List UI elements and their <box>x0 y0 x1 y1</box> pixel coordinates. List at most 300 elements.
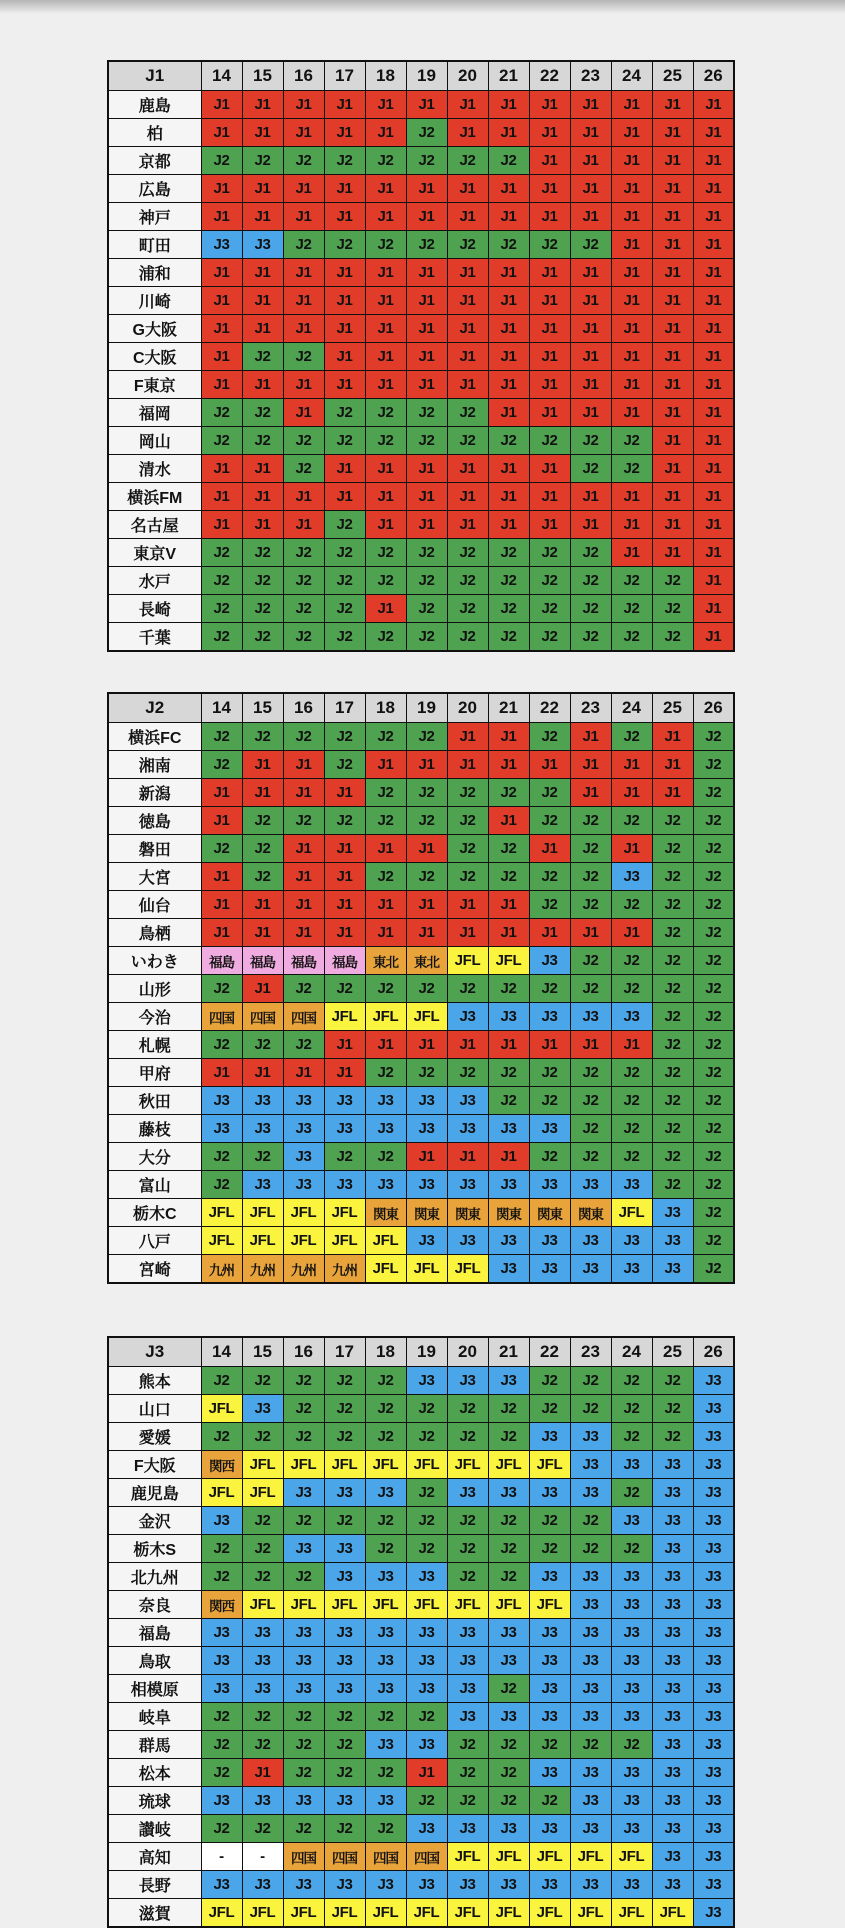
season-cell: J2 <box>693 975 734 1003</box>
season-cell: J1 <box>570 203 611 231</box>
season-cell: JFL <box>365 1227 406 1255</box>
season-cell: J1 <box>611 483 652 511</box>
season-cell: J3 <box>283 1479 324 1507</box>
season-cell: J2 <box>611 1479 652 1507</box>
season-cell: J2 <box>570 835 611 863</box>
season-cell: J2 <box>324 1423 365 1451</box>
season-cell: J1 <box>447 455 488 483</box>
season-cell: J3 <box>242 1787 283 1815</box>
season-cell: J3 <box>611 1675 652 1703</box>
team-row <box>108 835 734 863</box>
season-cell: J2 <box>652 567 693 595</box>
season-cell: J3 <box>324 1115 365 1143</box>
season-cell: - <box>242 1843 283 1871</box>
season-cell: J3 <box>488 1003 529 1031</box>
season-cell: J3 <box>529 1563 570 1591</box>
team-name: 奈良 <box>108 1591 201 1619</box>
team-row <box>108 1395 734 1423</box>
season-cell: J1 <box>242 1759 283 1787</box>
season-cell: J2 <box>488 1731 529 1759</box>
season-cell: J3 <box>447 1171 488 1199</box>
season-cell: J1 <box>652 203 693 231</box>
season-cell: J1 <box>488 919 529 947</box>
header-row <box>108 61 734 91</box>
season-cell: J3 <box>447 1871 488 1899</box>
team-row <box>108 807 734 835</box>
team-row <box>108 623 734 652</box>
season-cell: J1 <box>693 343 734 371</box>
season-cell: J2 <box>201 539 242 567</box>
team-name: 大分 <box>108 1143 201 1171</box>
season-cell: JFL <box>570 1899 611 1928</box>
season-cell: JFL <box>488 947 529 975</box>
team-name: 長崎 <box>108 595 201 623</box>
season-cell: J1 <box>611 231 652 259</box>
season-cell: JFL <box>201 1479 242 1507</box>
season-cell: 福島 <box>283 947 324 975</box>
season-cell: J1 <box>611 259 652 287</box>
season-cell: J3 <box>447 1367 488 1395</box>
team-name: G大阪 <box>108 315 201 343</box>
season-cell: JFL <box>652 1899 693 1928</box>
season-cell: J2 <box>406 623 447 652</box>
season-cell: J1 <box>201 455 242 483</box>
team-name: 鹿児島 <box>108 1479 201 1507</box>
season-cell: J3 <box>201 1787 242 1815</box>
team-name: 京都 <box>108 147 201 175</box>
season-cell: J2 <box>242 1367 283 1395</box>
season-cell: J1 <box>242 371 283 399</box>
season-cell: J2 <box>488 863 529 891</box>
league-label: J1 <box>108 61 201 91</box>
season-cell: J3 <box>693 1591 734 1619</box>
team-name: 千葉 <box>108 623 201 652</box>
team-row <box>108 1843 734 1871</box>
season-cell: J2 <box>447 1563 488 1591</box>
team-name: 岡山 <box>108 427 201 455</box>
season-cell: J1 <box>283 371 324 399</box>
season-cell: J1 <box>324 119 365 147</box>
year-header: 26 <box>693 1337 734 1367</box>
season-cell: J3 <box>693 1703 734 1731</box>
season-cell: J2 <box>201 723 242 751</box>
season-cell: J1 <box>406 259 447 287</box>
season-cell: J1 <box>283 483 324 511</box>
season-cell: J2 <box>324 1815 365 1843</box>
season-cell: J1 <box>652 371 693 399</box>
season-cell: J3 <box>242 1647 283 1675</box>
season-cell: J1 <box>570 779 611 807</box>
season-cell: J3 <box>447 1815 488 1843</box>
team-name: 山形 <box>108 975 201 1003</box>
season-cell: J1 <box>201 91 242 119</box>
season-cell: J1 <box>611 91 652 119</box>
team-row <box>108 1703 734 1731</box>
season-cell: J1 <box>406 371 447 399</box>
season-cell: J2 <box>406 779 447 807</box>
season-cell: J1 <box>652 511 693 539</box>
year-header: 25 <box>652 61 693 91</box>
season-cell: J1 <box>283 835 324 863</box>
season-cell: JFL <box>570 1843 611 1871</box>
season-cell: J1 <box>365 835 406 863</box>
season-cell: J3 <box>570 1171 611 1199</box>
team-row <box>108 1675 734 1703</box>
season-cell: J2 <box>611 595 652 623</box>
season-cell: J2 <box>283 723 324 751</box>
team-row <box>108 947 734 975</box>
season-cell: J1 <box>201 779 242 807</box>
season-cell: J1 <box>201 483 242 511</box>
team-row <box>108 1059 734 1087</box>
season-cell: J2 <box>693 919 734 947</box>
season-cell: J2 <box>652 835 693 863</box>
season-cell: J2 <box>652 1031 693 1059</box>
team-row <box>108 175 734 203</box>
season-cell: J1 <box>324 863 365 891</box>
season-cell: J1 <box>365 287 406 315</box>
season-cell: J3 <box>283 1535 324 1563</box>
season-cell: J1 <box>447 891 488 919</box>
season-cell: J1 <box>242 91 283 119</box>
season-cell: J2 <box>242 1031 283 1059</box>
team-name: 琉球 <box>108 1787 201 1815</box>
team-row <box>108 1563 734 1591</box>
season-cell: J3 <box>570 1675 611 1703</box>
season-cell: J1 <box>365 315 406 343</box>
season-cell: J2 <box>652 1367 693 1395</box>
season-cell: 関西 <box>201 1591 242 1619</box>
season-cell: J3 <box>611 1591 652 1619</box>
team-name: 北九州 <box>108 1563 201 1591</box>
season-cell: J2 <box>365 975 406 1003</box>
season-cell: J1 <box>570 343 611 371</box>
team-name: 松本 <box>108 1759 201 1787</box>
season-cell: J1 <box>488 399 529 427</box>
season-cell: J2 <box>529 1367 570 1395</box>
team-row <box>108 1255 734 1284</box>
season-cell: J1 <box>242 455 283 483</box>
season-cell: J1 <box>283 203 324 231</box>
season-cell: J2 <box>693 1059 734 1087</box>
season-cell: J3 <box>652 1591 693 1619</box>
season-cell: J2 <box>447 1395 488 1423</box>
team-name: 相模原 <box>108 1675 201 1703</box>
season-cell: J2 <box>365 231 406 259</box>
season-cell: J2 <box>611 1731 652 1759</box>
season-cell: J2 <box>529 779 570 807</box>
season-cell: J2 <box>570 539 611 567</box>
season-cell: J3 <box>693 1675 734 1703</box>
season-cell: J1 <box>529 259 570 287</box>
season-cell: JFL <box>201 1199 242 1227</box>
season-cell: J1 <box>201 371 242 399</box>
season-cell: J3 <box>365 1563 406 1591</box>
season-cell: J2 <box>611 567 652 595</box>
season-cell: J2 <box>693 1003 734 1031</box>
team-name: 鳥栖 <box>108 919 201 947</box>
season-cell: J2 <box>447 1759 488 1787</box>
season-cell: J1 <box>283 891 324 919</box>
season-cell: J3 <box>406 1871 447 1899</box>
season-cell: J2 <box>201 1171 242 1199</box>
season-cell: J1 <box>365 1031 406 1059</box>
season-cell: J3 <box>242 1171 283 1199</box>
season-cell: J2 <box>283 567 324 595</box>
season-cell: J1 <box>611 371 652 399</box>
season-cell: J1 <box>242 259 283 287</box>
season-cell: J3 <box>693 1535 734 1563</box>
team-name: 愛媛 <box>108 1423 201 1451</box>
season-cell: J1 <box>406 343 447 371</box>
season-cell: J2 <box>283 343 324 371</box>
season-cell: J3 <box>570 1423 611 1451</box>
season-cell: J3 <box>365 1619 406 1647</box>
season-cell: J3 <box>529 1759 570 1787</box>
season-cell: J3 <box>488 1871 529 1899</box>
season-cell: J3 <box>693 1843 734 1871</box>
year-header: 19 <box>406 693 447 723</box>
season-cell: J3 <box>611 1759 652 1787</box>
season-cell: 九州 <box>324 1255 365 1284</box>
season-cell: J2 <box>406 1507 447 1535</box>
season-cell: J2 <box>365 807 406 835</box>
season-cell: JFL <box>283 1227 324 1255</box>
season-cell: 福島 <box>242 947 283 975</box>
season-cell: 九州 <box>283 1255 324 1284</box>
season-cell: J3 <box>570 1255 611 1284</box>
season-cell: J1 <box>529 371 570 399</box>
season-cell: J2 <box>529 1059 570 1087</box>
season-cell: J3 <box>652 1619 693 1647</box>
league-table-j2 <box>107 692 735 1284</box>
season-cell: J2 <box>570 891 611 919</box>
team-row <box>108 399 734 427</box>
season-cell: J2 <box>693 1087 734 1115</box>
season-cell: J1 <box>488 203 529 231</box>
season-cell: J3 <box>488 1115 529 1143</box>
season-cell: J2 <box>488 427 529 455</box>
season-cell: J3 <box>693 1619 734 1647</box>
season-cell: J2 <box>447 427 488 455</box>
season-cell: J1 <box>242 203 283 231</box>
season-cell: J2 <box>488 835 529 863</box>
season-cell: J2 <box>324 539 365 567</box>
season-cell: JFL <box>406 1003 447 1031</box>
team-name: 柏 <box>108 119 201 147</box>
season-cell: J2 <box>652 919 693 947</box>
season-cell: J3 <box>406 1675 447 1703</box>
season-cell: J3 <box>529 1255 570 1284</box>
season-cell: J2 <box>242 1143 283 1171</box>
team-row <box>108 1731 734 1759</box>
season-cell: J3 <box>324 1675 365 1703</box>
season-cell: J2 <box>693 947 734 975</box>
season-cell: J2 <box>570 231 611 259</box>
season-cell: J3 <box>611 863 652 891</box>
season-cell: J3 <box>242 1087 283 1115</box>
season-cell: JFL <box>406 1899 447 1928</box>
season-cell: J3 <box>693 1871 734 1899</box>
season-cell: J3 <box>365 1675 406 1703</box>
season-cell: J2 <box>488 567 529 595</box>
team-name: 山口 <box>108 1395 201 1423</box>
season-cell: J1 <box>406 455 447 483</box>
season-cell: J2 <box>570 623 611 652</box>
season-cell: J3 <box>488 1171 529 1199</box>
season-cell: J2 <box>365 1367 406 1395</box>
season-cell: JFL <box>201 1395 242 1423</box>
season-cell: J3 <box>611 1787 652 1815</box>
team-row <box>108 455 734 483</box>
season-cell: J1 <box>365 919 406 947</box>
season-cell: 九州 <box>201 1255 242 1284</box>
season-cell: J2 <box>324 231 365 259</box>
season-cell: J1 <box>529 147 570 175</box>
season-cell: J3 <box>242 1675 283 1703</box>
season-cell: J2 <box>488 623 529 652</box>
season-cell: J1 <box>406 919 447 947</box>
season-cell: JFL <box>447 947 488 975</box>
season-cell: J2 <box>529 1507 570 1535</box>
season-cell: J2 <box>529 1787 570 1815</box>
season-cell: J1 <box>324 315 365 343</box>
season-cell: J1 <box>693 371 734 399</box>
season-cell: J1 <box>447 371 488 399</box>
team-row <box>108 539 734 567</box>
season-cell: J3 <box>324 1647 365 1675</box>
season-cell: J2 <box>242 539 283 567</box>
season-cell: J2 <box>365 863 406 891</box>
season-cell: J3 <box>529 1871 570 1899</box>
season-cell: J3 <box>529 1815 570 1843</box>
team-row <box>108 1367 734 1395</box>
year-header: 24 <box>611 1337 652 1367</box>
season-cell: J2 <box>365 1759 406 1787</box>
season-cell: J3 <box>652 1255 693 1284</box>
season-cell: J2 <box>447 807 488 835</box>
season-cell: J1 <box>652 231 693 259</box>
season-cell: J1 <box>488 91 529 119</box>
season-cell: J1 <box>693 623 734 652</box>
season-cell: J2 <box>324 623 365 652</box>
league-table-j1 <box>107 60 735 652</box>
season-cell: J1 <box>611 287 652 315</box>
year-header: 19 <box>406 61 447 91</box>
team-row <box>108 1507 734 1535</box>
season-cell: J1 <box>365 595 406 623</box>
season-cell: J1 <box>570 723 611 751</box>
season-cell: J1 <box>611 147 652 175</box>
season-cell: J1 <box>611 1031 652 1059</box>
season-cell: J1 <box>283 511 324 539</box>
season-cell: J1 <box>201 511 242 539</box>
season-cell: J3 <box>406 1087 447 1115</box>
season-cell: 四国 <box>242 1003 283 1031</box>
season-cell: J1 <box>201 807 242 835</box>
season-cell: J3 <box>529 1675 570 1703</box>
season-cell: JFL <box>242 1451 283 1479</box>
season-cell: J3 <box>488 1227 529 1255</box>
season-cell: J1 <box>201 259 242 287</box>
season-cell: J3 <box>652 1479 693 1507</box>
season-cell: J1 <box>324 203 365 231</box>
team-name: 栃木C <box>108 1199 201 1227</box>
team-name: 札幌 <box>108 1031 201 1059</box>
season-cell: J1 <box>242 315 283 343</box>
season-cell: J1 <box>693 203 734 231</box>
season-cell: J3 <box>529 1619 570 1647</box>
season-cell: J1 <box>693 427 734 455</box>
season-cell: J2 <box>488 1535 529 1563</box>
year-header: 17 <box>324 61 365 91</box>
season-cell: J2 <box>529 975 570 1003</box>
season-cell: J2 <box>201 835 242 863</box>
season-cell: J1 <box>488 175 529 203</box>
league-label: J2 <box>108 693 201 723</box>
season-cell: J2 <box>488 1059 529 1087</box>
season-cell: J2 <box>283 1703 324 1731</box>
season-cell: J1 <box>488 119 529 147</box>
season-cell: J3 <box>570 1647 611 1675</box>
season-cell: J1 <box>201 891 242 919</box>
season-cell: J3 <box>406 1647 447 1675</box>
season-cell: J1 <box>447 511 488 539</box>
season-cell: J1 <box>365 891 406 919</box>
team-row <box>108 371 734 399</box>
season-cell: J3 <box>529 1647 570 1675</box>
team-row <box>108 1787 734 1815</box>
season-cell: J3 <box>447 1087 488 1115</box>
season-cell: J2 <box>611 1395 652 1423</box>
season-cell: J1 <box>406 1143 447 1171</box>
season-cell: J2 <box>611 623 652 652</box>
season-cell: J2 <box>488 1087 529 1115</box>
season-cell: J2 <box>365 1143 406 1171</box>
season-cell: J1 <box>365 91 406 119</box>
team-name: 新潟 <box>108 779 201 807</box>
season-cell: J1 <box>652 287 693 315</box>
season-cell: J3 <box>447 1227 488 1255</box>
season-cell: J2 <box>201 1759 242 1787</box>
team-name: 岐阜 <box>108 1703 201 1731</box>
team-row <box>108 1759 734 1787</box>
season-cell: J2 <box>693 723 734 751</box>
season-cell: J1 <box>242 287 283 315</box>
season-cell: J1 <box>201 1059 242 1087</box>
season-cell: J1 <box>324 779 365 807</box>
season-cell: J1 <box>529 175 570 203</box>
year-header: 25 <box>652 1337 693 1367</box>
team-name: F大阪 <box>108 1451 201 1479</box>
season-cell: J2 <box>652 595 693 623</box>
season-cell: J1 <box>570 371 611 399</box>
season-cell: J2 <box>652 1143 693 1171</box>
season-cell: J1 <box>611 511 652 539</box>
season-cell: 東北 <box>365 947 406 975</box>
season-cell: J3 <box>488 1703 529 1731</box>
season-cell: J3 <box>652 1535 693 1563</box>
team-name: 藤枝 <box>108 1115 201 1143</box>
year-header: 16 <box>283 1337 324 1367</box>
team-name: 滋賀 <box>108 1899 201 1928</box>
season-cell: J2 <box>447 1059 488 1087</box>
team-row <box>108 147 734 175</box>
season-cell: J1 <box>529 1031 570 1059</box>
season-cell: J2 <box>406 807 447 835</box>
team-name: 秋田 <box>108 1087 201 1115</box>
season-cell: JFL <box>324 1199 365 1227</box>
